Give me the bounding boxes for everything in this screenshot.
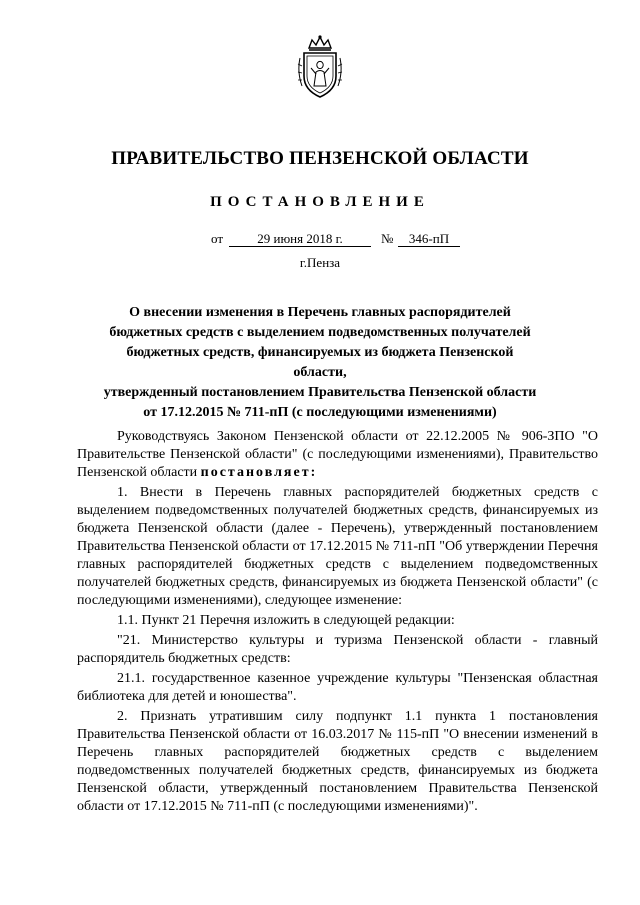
document-subject <box>100 303 540 423</box>
document-date: 29 июня 2018 г. <box>229 231 371 247</box>
paragraph-1: 1. Внести в Перечень главных распорядителей бюджетных средств с выделением подведомственных получателей бюджетных средств, финансируемых из бюджета Пензенской области (далее - Перечень), утвержденный постановлением Правительства Пензенской области от 17.12.2015 № 711-пП "Об утверждении Перечня главных распорядителей бюджетных средств с выделением подведомственных получателей бюджетных средств, финансируемых из бюджета Пензенской области" (с последующими изменениями), следующее изменение: <box>77 485 598 608</box>
decree-word: постановляет: <box>200 465 318 480</box>
paragraph-1-1: 1.1. Пункт 21 Перечня изложить в следующей редакции: <box>117 613 455 628</box>
date-label: от <box>211 231 224 246</box>
document-type: ПОСТАНОВЛЕНИЕ <box>210 194 430 210</box>
paragraph-21: "21. Министерство культуры и туризма Пензенской области - главный распорядитель бюджетных средств: <box>77 633 598 666</box>
paragraph-21-1: 21.1. государственное казенное учреждение культуры "Пензенская областная библиотека для детей и юношества". <box>77 671 598 704</box>
document-number: 346-пП <box>398 231 460 247</box>
paragraph-2: 2. Признать утратившим силу подпункт 1.1 пункта 1 постановления Правительства Пензенской области от 16.03.2017 № 115-пП "О внесении изменений в Перечень главных распорядителей бюджетных средств с выделением подведомственных получателей бюджетных средств, финансируемых из бюджета Пензенской области, утвержденный постановлением Правительства Пензенской области от 17.12.2015 № 711-пП (с последующими изменениями)". <box>77 709 598 814</box>
subject-line: бюджетных средств, финансируемых из бюджета Пензенской области, <box>126 345 514 380</box>
subject-line: от 17.12.2015 № 711-пП (с последующими изменениями) <box>143 405 497 420</box>
government-title: ПРАВИТЕЛЬСТВО ПЕНЗЕНСКОЙ ОБЛАСТИ <box>111 148 529 169</box>
document-body <box>77 428 598 816</box>
document-date-number <box>0 231 640 247</box>
subject-line: О внесении изменения в Перечень главных распорядителей <box>129 305 511 320</box>
preamble-paragraph <box>77 428 598 482</box>
coat-of-arms-emblem <box>295 34 345 100</box>
number-label: № <box>381 231 394 246</box>
city: г.Пенза <box>299 255 341 270</box>
subject-line: утвержденный постановлением Правительства Пензенской области <box>103 385 537 400</box>
preamble-text: Руководствуясь Законом Пензенской области от 22.12.2005 № 906-ЗПО "О Правительстве Пензенской области" (с последующими изменениями), Правительство Пензенской области <box>77 429 598 480</box>
subject-line: бюджетных средств с выделением подведомственных получателей <box>109 325 531 340</box>
